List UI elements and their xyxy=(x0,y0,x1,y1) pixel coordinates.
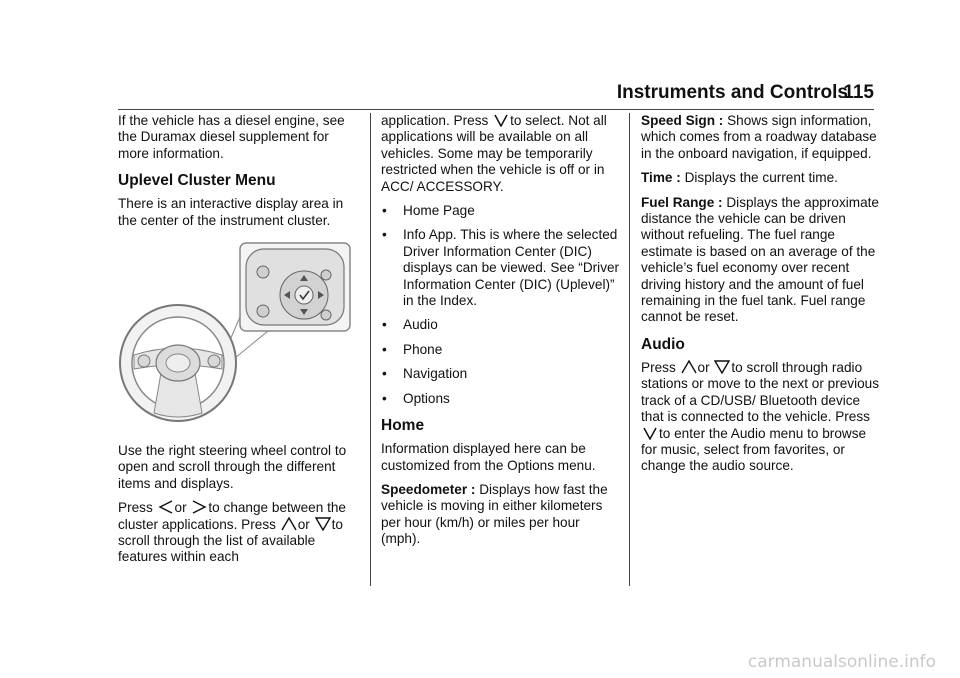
speedometer-entry: Speedometer : Displays how fast the vehicle is moving in either kilometers per hour (km/h) or miles per hour (mph). xyxy=(381,481,608,547)
steering-wheel-illustration xyxy=(118,237,358,433)
list-item: • Info App. This is where the selected Driver Information Center (DIC) displays can be viewed. See “Driver Information Center (DIC) (Uplevel)” in the Index. xyxy=(382,227,620,309)
page-number: 115 xyxy=(843,82,874,103)
right-arrow-icon xyxy=(191,500,207,514)
list-item: • Audio xyxy=(382,317,438,333)
list-item: • Phone xyxy=(382,341,443,357)
diesel-note: If the vehicle has a diesel engine, see the Duramax diesel supplement for more information. xyxy=(118,113,345,161)
up-arrow-icon xyxy=(681,360,697,374)
section-heading-home: Home xyxy=(381,417,425,435)
cluster-intro: There is an interactive display area in the center of the instrument cluster. xyxy=(118,196,344,228)
column-divider xyxy=(629,113,630,586)
list-item: • Home Page xyxy=(382,203,475,219)
header-rule xyxy=(118,109,874,110)
section-heading-uplevel: Uplevel Cluster Menu xyxy=(118,172,276,190)
page-header xyxy=(0,82,960,112)
checkmark-icon xyxy=(642,426,658,440)
time-entry: Time : Displays the current time. xyxy=(641,170,838,186)
column-2 xyxy=(381,113,621,556)
checkmark-icon xyxy=(493,113,509,127)
page-title: Instruments and Controls xyxy=(616,82,848,103)
application-list xyxy=(381,203,621,407)
fuel-range-entry: Fuel Range : Displays the approximate distance the vehicle can be driven without refueling. The fuel range estimate is based on an average of the vehicle’s fuel economy over recent driving history and the amount of fuel remaining in the fuel tank. Fuel range cannot be reset. xyxy=(641,194,879,325)
list-item: • Navigation xyxy=(382,366,468,382)
steering-wheel-icon xyxy=(118,237,358,433)
left-arrow-icon xyxy=(158,500,174,514)
audio-instructions: Press or to scroll through radio stations or move to the next or previous track of a CD/USB/ Bluetooth device that is connected to the vehicle. Press to enter the Audio menu to browse for music, select from favorites, or change the audio source. xyxy=(641,359,880,474)
section-heading-audio: Audio xyxy=(641,335,685,353)
column-divider xyxy=(370,113,371,586)
home-description: Information displayed here can be customized from the Options menu. xyxy=(381,441,596,473)
steering-control-instructions: Use the right steering wheel control to open and scroll through the different items and displays. xyxy=(118,443,347,491)
down-arrow-icon xyxy=(315,517,331,531)
watermark: carmanualsonline.info xyxy=(747,652,936,672)
speed-sign-entry: Speed Sign : Shows sign information, which comes from a roadway database in the onboard navigation, if equipped. xyxy=(641,113,877,161)
cluster-navigation-instructions: Press or to change between the cluster applications. Press or to scroll through the list of available features within each xyxy=(118,500,346,565)
up-arrow-icon xyxy=(281,517,297,531)
select-instructions: application. Press to select. Not all applications will be available on all vehicles. Some may be temporarily restricted when the vehicle is off or in ACC/ ACCESSORY. xyxy=(381,113,607,194)
column-3 xyxy=(641,113,881,483)
column-1 xyxy=(118,113,358,574)
down-arrow-icon xyxy=(714,360,730,374)
list-item: • Options xyxy=(382,390,450,406)
